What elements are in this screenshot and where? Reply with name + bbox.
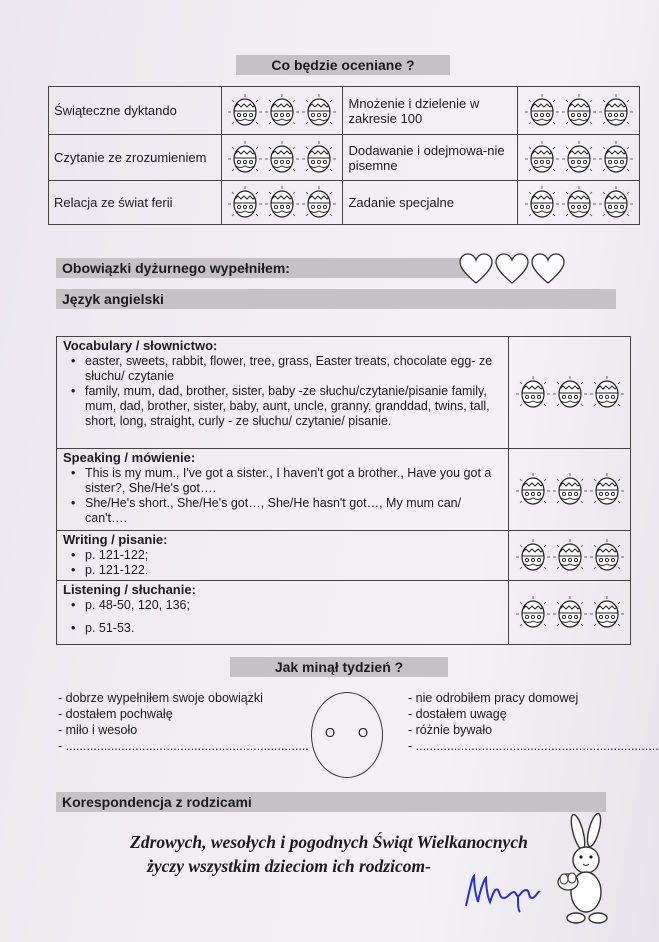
- easter-egg-icon[interactable]: [553, 473, 587, 507]
- grade-row-label: Zadanie specjalne: [343, 181, 518, 225]
- section-title-week: Jak minął tydzień ?: [230, 657, 448, 677]
- list-item: • p. 121-122.: [67, 563, 502, 578]
- vocabulary-heading: Vocabulary / słownictwo:: [63, 338, 218, 353]
- easter-egg-icon[interactable]: [562, 141, 596, 175]
- duty-hearts[interactable]: [458, 252, 566, 286]
- list-item: • p. 121-122;: [67, 548, 502, 563]
- speaking-cell: [57, 449, 509, 531]
- list-item[interactable]: - ......................................................................: [58, 739, 309, 753]
- english-table: [56, 336, 631, 645]
- easter-egg-icon[interactable]: [553, 539, 587, 573]
- week-bad-list: [408, 690, 659, 754]
- easter-egg-icon[interactable]: [599, 141, 633, 175]
- easter-egg-icon[interactable]: [562, 94, 596, 128]
- list-item[interactable]: - dostałem pochwałę: [58, 707, 173, 721]
- heart-icon[interactable]: [458, 252, 494, 286]
- list-item[interactable]: - nie odrobiłem pracy domowej: [408, 691, 579, 705]
- heart-icon[interactable]: [530, 252, 566, 286]
- grade-row-label: Świąteczne dyktando: [49, 87, 222, 135]
- duty-label: Obowiązki dyżurnego wypełniłem:: [56, 258, 476, 278]
- grade-row-label: Mnożenie i dzielenie w zakresie 100: [343, 87, 518, 135]
- easter-egg-icon[interactable]: [590, 473, 624, 507]
- grading-table: [48, 86, 640, 225]
- easter-egg-icon[interactable]: [553, 376, 587, 410]
- easter-egg-icon[interactable]: [228, 141, 262, 175]
- list-item: • She/He's short., She/He's got…, She/He hasn't got…, My mum can/ can't….: [67, 496, 502, 526]
- list-item[interactable]: - różnie bywało: [408, 723, 493, 737]
- listening-cell: [57, 581, 509, 645]
- egg-rating-cell[interactable]: [509, 581, 631, 645]
- egg-rating-cell[interactable]: [221, 135, 343, 181]
- easter-egg-icon[interactable]: [302, 94, 336, 128]
- egg-rating-cell[interactable]: [509, 449, 631, 531]
- egg-rating-cell[interactable]: [221, 87, 343, 135]
- face-eye: O: [358, 725, 369, 740]
- writing-cell: [57, 531, 509, 581]
- egg-rating-cell[interactable]: [518, 181, 640, 225]
- listening-heading: Listening / słuchanie:: [63, 582, 196, 597]
- list-item[interactable]: - dobrze wypełniłem swoje obowiązki: [58, 691, 263, 705]
- easter-egg-icon[interactable]: [525, 94, 559, 128]
- list-item[interactable]: - dostałem uwagę: [408, 707, 507, 721]
- list-item: • p. 48-50, 120, 136;: [67, 598, 502, 613]
- list-item[interactable]: - miło i wesoło: [58, 723, 138, 737]
- greeting-line-1: Zdrowych, wesołych i pogodnych Świąt Wielkanocnych: [130, 832, 528, 852]
- easter-egg-icon[interactable]: [516, 376, 550, 410]
- signature-text: Mrap: [460, 912, 463, 913]
- easter-egg-icon[interactable]: [553, 596, 587, 630]
- easter-egg-icon[interactable]: [228, 94, 262, 128]
- easter-egg-icon[interactable]: [590, 539, 624, 573]
- section-title-grading: Co będzie oceniane ?: [236, 55, 450, 75]
- grade-row-label: Dodawanie i odejmowa-nie pisemne: [343, 135, 518, 181]
- easter-egg-icon[interactable]: [525, 186, 559, 220]
- easter-egg-icon[interactable]: [590, 376, 624, 410]
- easter-egg-icon[interactable]: [302, 141, 336, 175]
- easter-egg-icon[interactable]: [228, 186, 262, 220]
- easter-egg-icon[interactable]: [516, 473, 550, 507]
- greeting-line-2: życzy wszystkim dzieciom ich rodzicom-: [147, 856, 431, 876]
- egg-rating-cell[interactable]: [221, 181, 343, 225]
- section-title-english: Język angielski: [56, 289, 616, 309]
- list-item: • easter, sweets, rabbit, flower, tree, grass, Easter treats, chocolate egg- ze słuchu/ czytanie: [67, 354, 502, 384]
- grade-row-label: Relacja ze świat ferii: [49, 181, 222, 225]
- easter-egg-icon[interactable]: [599, 186, 633, 220]
- list-item: • p. 51-53.: [67, 621, 502, 636]
- section-title-correspondence: Korespondencja z rodzicami: [56, 792, 606, 812]
- egg-rating-cell[interactable]: [518, 87, 640, 135]
- face-drawing[interactable]: [311, 692, 383, 778]
- egg-rating-cell[interactable]: [518, 135, 640, 181]
- writing-heading: Writing / pisanie:: [63, 532, 168, 547]
- easter-egg-icon[interactable]: [562, 186, 596, 220]
- easter-egg-icon[interactable]: [599, 94, 633, 128]
- speaking-heading: Speaking / mówienie:: [63, 450, 196, 465]
- easter-egg-icon[interactable]: [302, 186, 336, 220]
- heart-icon[interactable]: [494, 252, 530, 286]
- easter-bunny-icon: [548, 814, 618, 926]
- list-item: • family, mum, dad, brother, sister, baby -ze słuchu/czytanie/pisanie family, mum, dad, brother, sister, baby, aunt, uncle, granny, granddad, twins, tall, short, long, straight, curly - ze słuchu/ czytanie/ pisanie.: [67, 384, 502, 429]
- grade-row-label: Czytanie ze zrozumieniem: [49, 135, 222, 181]
- easter-egg-icon[interactable]: [516, 539, 550, 573]
- easter-egg-icon[interactable]: [590, 596, 624, 630]
- egg-rating-cell[interactable]: [509, 531, 631, 581]
- easter-egg-icon[interactable]: [265, 186, 299, 220]
- egg-rating-cell[interactable]: [509, 337, 631, 449]
- list-item: • This is my mum., I've got a sister., I haven't got a brother., Have you got a sister?, She/He's got….: [67, 466, 502, 496]
- week-good-list: [58, 690, 309, 754]
- easter-egg-icon[interactable]: [265, 141, 299, 175]
- vocabulary-cell: [57, 337, 509, 449]
- easter-egg-icon[interactable]: [516, 596, 550, 630]
- easter-egg-icon[interactable]: [525, 141, 559, 175]
- signature: [460, 868, 544, 914]
- easter-egg-icon[interactable]: [265, 94, 299, 128]
- face-eye: O: [325, 725, 336, 740]
- list-item[interactable]: - ......................................................................: [408, 739, 659, 753]
